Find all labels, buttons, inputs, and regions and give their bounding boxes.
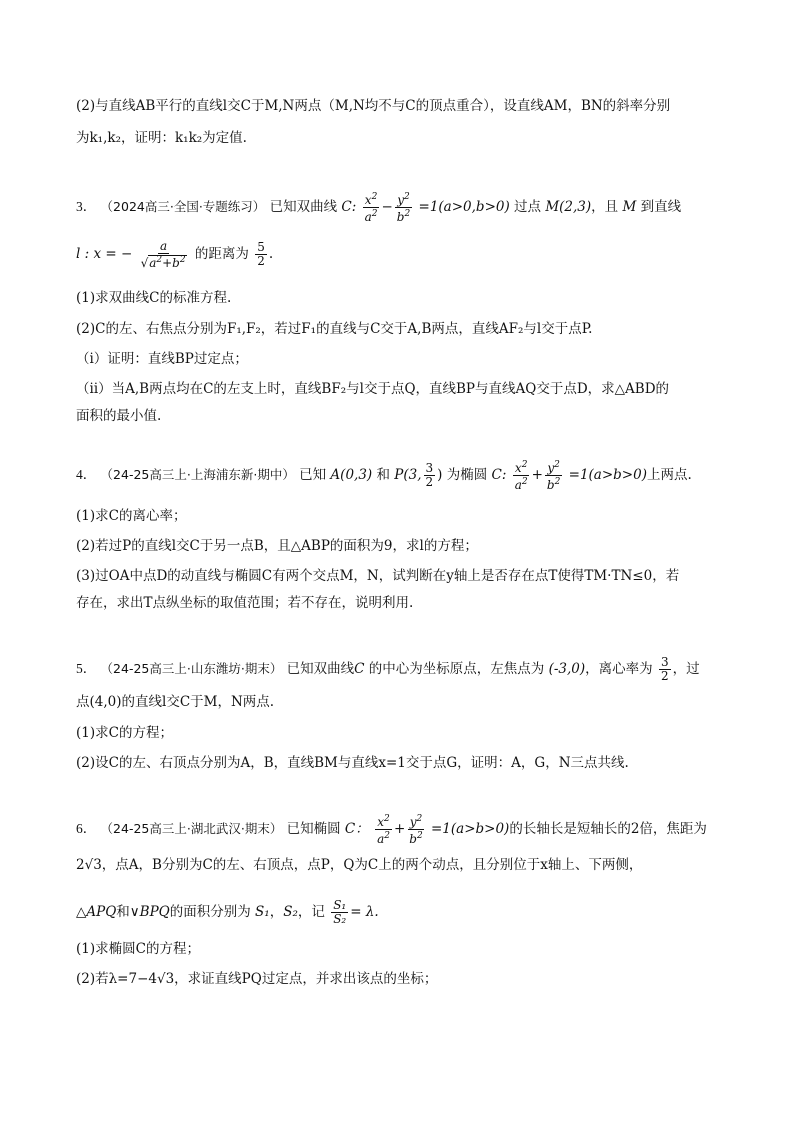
problem6-number: 6．	[76, 821, 97, 836]
problem3-sub2: (2)C的左、右焦点分别为F₁,F₂，若过F₁的直线与C交于A,B两点，直线AF₂与l交于点P.	[76, 321, 593, 337]
problem4-sub3-a: (3)过OA中点D的动直线与椭圆C有两个交点M，N，试判断在y轴上是否存在点T使得TM·TN≤0，若	[76, 568, 680, 584]
problem6-lead: 已知椭圆	[286, 821, 341, 837]
problem3-period: .	[268, 246, 274, 262]
problem3-line-def: l : x = −	[76, 246, 133, 262]
problem4-sub1: (1)求C的离心率；	[76, 508, 187, 524]
problem6-S1: S₁	[255, 904, 270, 920]
problem6-area-text: 的面积分别为	[169, 904, 251, 920]
problem3-lead: 已知双曲线	[269, 199, 338, 215]
problem4-sub2: (2)若过P的直线l交C于另一点B，且△ABP的面积为9，求l的方程；	[76, 538, 478, 554]
problem5-statement-line1	[76, 650, 730, 688]
problem3-statement-line2	[76, 236, 730, 272]
problem4-sub3-b: 存在，求出T点纵坐标的取值范围；若不存在，说明利用.	[76, 595, 414, 611]
problem3-number: 3．	[76, 199, 97, 214]
problem6-sep: ，	[269, 904, 284, 920]
problem5-ecc: ，离心率为	[585, 661, 653, 677]
problem6-and: 和	[116, 904, 130, 920]
problem4-lead: 已知	[299, 467, 327, 483]
problem5-number: 5．	[76, 661, 97, 676]
problem5-C: C	[354, 661, 365, 677]
problem3-point-M: M(2,3)	[545, 199, 592, 215]
problem3-sub2-i: （ⅰ）证明：直线BP过定点；	[76, 351, 248, 367]
problem2-part2-line1: (2)与直线AB平行的直线l交C于M,N两点（M,N均不与C的顶点重合），设直线AM，BN的斜率分别	[76, 98, 671, 114]
problem2-part2-line2: 为k₁,k₂，证明：k₁k₂为定值.	[76, 130, 247, 146]
problem3-source: （2024高三·全国·专题练习）	[100, 199, 266, 214]
problem6-statement-line1: 6． （24-25高三上·湖北武汉·期末） 已知椭圆 C： $\frac{x^2}{a^2}$ + $\frac{y^2}{b^2}$ =1(a>b>0)的长轴长是短轴长的2倍，焦距为	[76, 814, 707, 846]
problem6-triangle-BPQ: ∨BPQ	[129, 904, 170, 920]
problem6-frac-x: $\frac{x^2}{a^2}$	[377, 814, 390, 846]
problem6-triangle-APQ: △APQ	[76, 904, 117, 920]
problem6-note: ，记	[297, 904, 325, 920]
problem5-pass: ，过	[672, 661, 700, 677]
problem4-and: 和	[376, 467, 390, 483]
problem3-dist-frac: $\frac{5}{2}$	[257, 240, 265, 268]
problem5-source: （24-25高三上·山东潍坊·期末）	[100, 661, 283, 676]
problem3-statement-line1: 3． （2024高三·全国·专题练习） 已知双曲线 C: $\frac{x^2}{a^2}$ − $\frac{y^2}{b^2}$ =1(a>0,b>0) 过点 M(2,3)，且 M 到直线	[76, 192, 682, 224]
problem4-tail: 上两点.	[646, 467, 692, 483]
problem4-curve-label: C:	[491, 467, 507, 483]
problem6-statement-line2: 2√3，点A，B分别为C的左、右顶点，点P，Q为C上的两个动点，且分别位于x轴上、下两侧，	[76, 857, 643, 873]
problem3-M: M	[622, 199, 637, 215]
problem4-frac-y: $\frac{y^2}{b^2}$	[546, 460, 561, 492]
problem3-sub2-ii-b: 面积的最小值.	[76, 408, 162, 424]
problem3-line-frac: $\frac{a}{√a^2+b^2}$	[140, 238, 186, 270]
problem4-point-A: A(0,3)	[330, 467, 373, 483]
problem6-lambda-frac: $\frac{\text{S₁}}{\text{S₂}}$	[333, 898, 347, 926]
problem6-statement-line3	[76, 895, 730, 929]
problem5-mid: 的中心为坐标原点，左焦点为	[368, 661, 545, 677]
problem5-lead: 已知双曲线	[286, 661, 355, 677]
problem6-frac-y: $\frac{y^2}{b^2}$	[409, 814, 423, 846]
problem6-lambda-tail: = λ.	[350, 904, 379, 920]
problem4-source: （24-25高三上·上海浦东新·期中）	[100, 467, 295, 482]
problem5-sub1: (1)求C的方程；	[76, 725, 173, 741]
problem3-curve-tail: =1(a>0,b>0)	[418, 199, 510, 215]
problem5-statement-line2: 点(4,0)的直线l交C于M，N两点.	[76, 694, 275, 710]
problem3-dist-text: 的距离为	[194, 246, 249, 262]
problem5-sub2: (2)设C的左、右顶点分别为A，B，直线BM与直线x=1交于点G，证明：A，G，N三点共线.	[76, 755, 629, 771]
problem3-to-line-text: 到直线	[640, 199, 682, 215]
problem4-point-P-post: )	[437, 467, 443, 483]
problem4-ellipse-lead: 为椭圆	[446, 467, 488, 483]
problem4-frac-x: $\frac{x^2}{a^2}$	[514, 460, 528, 492]
problem3-curve-label: C:	[341, 199, 357, 215]
problem5-focus: (-3,0)	[548, 661, 586, 677]
problem3-and-text: ，且	[591, 199, 619, 215]
problem5-ecc-frac: $\frac{3}{2}$	[660, 655, 669, 683]
problem4-curve-tail: =1(a>b>0)	[568, 467, 647, 483]
problem3-pass-text: 过点	[514, 199, 542, 215]
problem6-sub1: (1)求椭圆C的方程；	[76, 941, 200, 957]
problem6-sub2: (2)若λ=7−4√3，求证直线PQ过定点，并求出该点的坐标；	[76, 971, 438, 987]
problem4-point-P-pre: P(3,	[394, 467, 422, 483]
problem3-sub1: (1)求双曲线C的标准方程.	[76, 290, 232, 306]
problem6-curve-label: C：	[344, 821, 369, 837]
problem3-sub2-ii-a: （ⅱ）当A,B两点均在C的左支上时，直线BF₂与l交于点Q，直线BP与直线AQ交于点D，求△ABD的	[76, 381, 670, 397]
problem4-number: 4．	[76, 467, 97, 482]
problem4-statement: 4． （24-25高三上·上海浦东新·期中） 已知 A(0,3) 和 P(3, $\frac{3}{2}$ ) 为椭圆 C: $\frac{x^2}{a^2}$ + $\frac{y^2}{b^2}$ =1(a>b>0)上两点.	[76, 460, 692, 492]
problem6-curve-tail: =1(a>b>0)	[430, 821, 510, 837]
problem3-frac-x: $\frac{x^2}{a^2}$	[364, 192, 378, 224]
problem6-source: （24-25高三上·湖北武汉·期末）	[100, 821, 283, 836]
problem6-S2: S₂	[283, 904, 298, 920]
problem6-tail: 的长轴长是短轴长的2倍，焦距为	[509, 821, 707, 837]
problem3-frac-y: $\frac{y^2}{b^2}$	[396, 192, 411, 224]
problem4-point-P-frac: $\frac{3}{2}$	[425, 461, 434, 489]
